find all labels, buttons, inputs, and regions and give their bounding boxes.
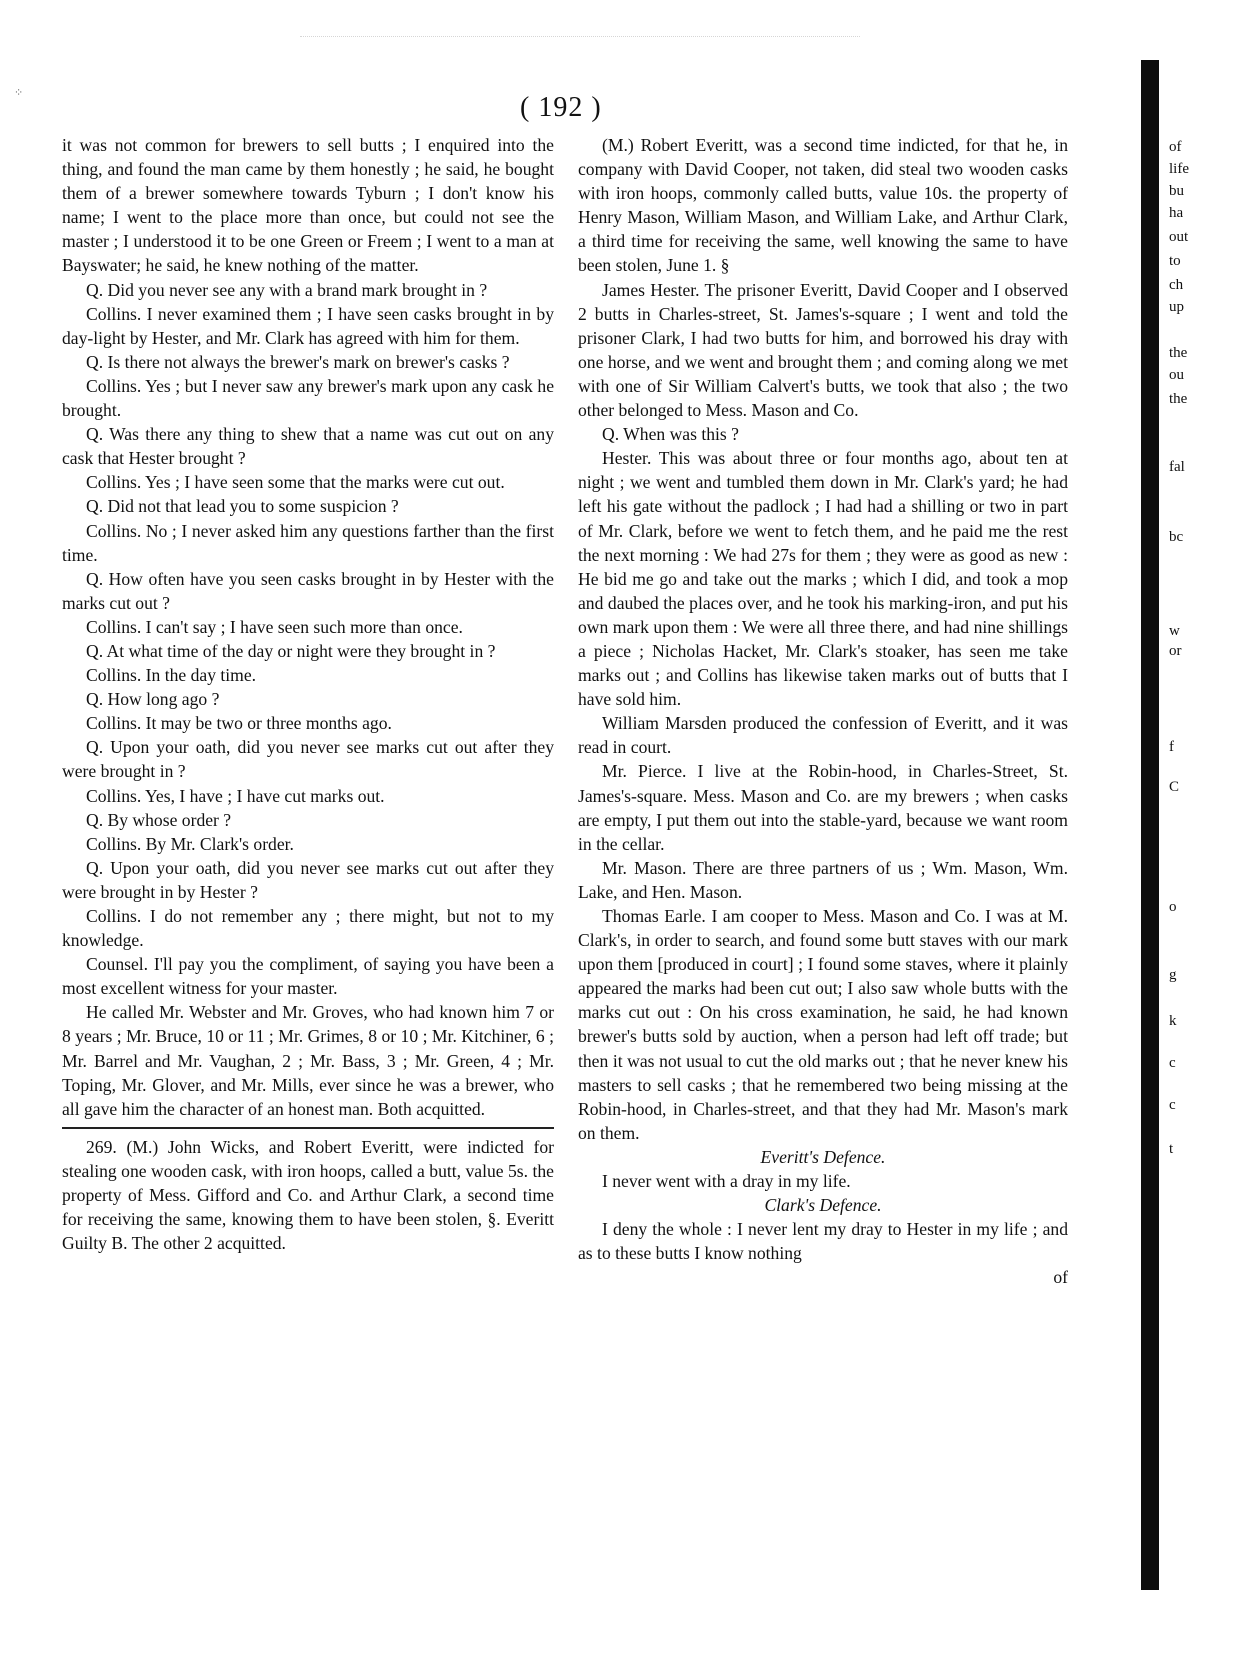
binding-edge: [1141, 60, 1159, 1590]
margin-fragment: c: [1169, 1055, 1176, 1071]
right-column: [578, 133, 1068, 1290]
margin-fragment: bu: [1169, 183, 1184, 199]
paragraph: Counsel. I'll pay you the compliment, of saying you have been a most excellent witness for your master.: [62, 954, 554, 999]
paragraph: Q. Is there not always the brewer's mark on brewer's casks ?: [86, 351, 510, 372]
paragraph: Collins. In the day time.: [86, 665, 257, 686]
defence-heading: Everitt's Defence.: [760, 1146, 886, 1167]
paragraph: Q. How long ago ?: [86, 689, 220, 710]
margin-fragment: f: [1169, 739, 1174, 755]
left-column: [62, 133, 554, 1255]
margin-fragment: bc: [1169, 529, 1184, 545]
paragraph: Collins. Yes, I have ; I have cut marks out.: [86, 785, 385, 806]
paragraph: Collins. No ; I never asked him any questions farther than the first time.: [62, 520, 554, 565]
margin-fragment: the: [1169, 345, 1188, 361]
paragraph: Collins. Yes ; but I never saw any brewer's mark upon any cask he brought.: [62, 375, 554, 421]
paragraph: Collins. I never examined them ; I have seen casks brought in by day-light by Hester, and Mr. Clark has agreed with him for them.: [62, 303, 554, 348]
paragraph: Q. Upon your oath, did you never see marks cut out after they were brought in ?: [62, 737, 554, 782]
paragraph: I deny the whole : I never lent my dray to Hester in my life ; and as to these butts I know nothing: [578, 1219, 1068, 1264]
paragraph: it was not common for brewers to sell butts ; I enquired into the thing, and found the man came by them honestly ; he said, he bought them of a brewer somewhere towards Tyburn ; I don't know his name; I went to the place more than once, but could not see the master ; I understood it to be one Green or Freem ; I went to a man at Bayswater; he said, he knew nothing of the matter.: [62, 135, 554, 276]
paragraph: Q. How often have you seen casks brought in by Hester with the marks cut out ?: [62, 568, 554, 613]
margin-fragment: of: [1169, 139, 1182, 155]
paragraph: Q. At what time of the day or night were they brought in ?: [86, 640, 496, 661]
defence-heading: Clark's Defence.: [764, 1195, 882, 1216]
paragraph: Collins. By Mr. Clark's order.: [86, 833, 294, 854]
margin-fragment: fal: [1169, 459, 1185, 475]
margin-fragment: the: [1169, 391, 1188, 407]
paragraph: Q. Was there any thing to shew that a name was cut out on any cask that Hester brought ?: [62, 424, 554, 469]
margin-fragment: ch: [1169, 277, 1184, 293]
margin-fragment: w: [1169, 623, 1180, 639]
margin-fragment: c: [1169, 1097, 1176, 1113]
paragraph: Q. By whose order ?: [86, 809, 232, 830]
margin-fragment: up: [1169, 299, 1184, 315]
paragraph: He called Mr. Webster and Mr. Groves, who had known him 7 or 8 years ; Mr. Bruce, 10 or 11 ; Mr. Grimes, 8 or 10 ; Mr. Kitchiner, 6 ; Mr. Barrel and Mr. Vaughan, 2 ; Mr. Bass, 3 ; Mr. Green, 4 ; Mr. Toping, Mr. Glover, and Mr. Mills, ever since he was a brewer, who all gave him the character of an honest man. Both acquitted.: [62, 1002, 554, 1119]
margin-fragment: out: [1169, 229, 1189, 245]
margin-fragment: ha: [1169, 205, 1184, 221]
paragraph: Collins. Yes ; I have seen some that the marks were cut out.: [86, 472, 505, 493]
section-divider: [62, 1127, 554, 1129]
paragraph: William Marsden produced the confession of Everitt, and it was read in court.: [578, 713, 1068, 758]
scan-noise: [300, 36, 860, 51]
page-number: ( 192 ): [520, 92, 602, 123]
margin-fragment: t: [1169, 1141, 1174, 1157]
paragraph: Mr. Pierce. I live at the Robin-hood, in Charles-Street, St. James's-square. Mess. Mason and Co. are my brewers ; when casks are empty, I put them out into the stable-yard, because we want room in the cellar.: [578, 761, 1068, 854]
paragraph: Mr. Mason. There are three partners of us ; Wm. Mason, Wm. Lake, and Hen. Mason.: [578, 857, 1068, 902]
margin-fragment: or: [1169, 643, 1182, 659]
paragraph: Q. Did not that lead you to some suspicion ?: [86, 496, 399, 517]
paragraph: (M.) Robert Everitt, was a second time indicted, for that he, in company with David Cooper, not taken, did steal two wooden casks with iron hoops, commonly called butts, value 10s. the property of Henry Mason, William Mason, and William Lake, and Arthur Clark, a third time for receiving the same, well knowing the same to have been stolen, June 1. §: [578, 135, 1068, 276]
margin-fragment: C: [1169, 779, 1180, 795]
paragraph: Hester. This was about three or four months ago, about ten at night ; we went and tumbled them down in Mr. Clark's yard; he had left his gate without the padlock ; I had had a shilling or two in part of Mr. Clark, before we went to fetch them, and he paid me the rest the next morning : We had 27s for them ; they were as good as new : He bid me go and take out the marks ; which I did, and took a mop and daubed the places over, and he took his marking-iron, and put his own mark upon them : We were all three there, and had nine shillings a piece ; Nicholas Hacket, Mr. Clark's stoaker, has seen me take marks out ; and Collins has likewise taken marks out of butts that I have sold him.: [578, 448, 1068, 710]
catchword: of: [1053, 1267, 1068, 1288]
margin-fragment: ou: [1169, 367, 1184, 383]
paragraph: Q. Did you never see any with a brand mark brought in ?: [86, 279, 488, 300]
paragraph: Q. Upon your oath, did you never see marks cut out after they were brought in by Hester ?: [62, 857, 554, 902]
paragraph: 269. (M.) John Wicks, and Robert Everitt, were indicted for stealing one wooden cask, with iron hoops, called a butt, value 5s. the property of Mess. Gifford and Co. and Arthur Clark, a second time for receiving the same, knowing them to have been stolen, §. Everitt Guilty B. The other 2 acquitted.: [62, 1136, 554, 1254]
margin-fragment: k: [1169, 1013, 1177, 1029]
paragraph: Collins. I do not remember any ; there might, but not to my knowledge.: [62, 906, 554, 951]
margin-fragment: life: [1169, 161, 1189, 177]
paragraph: Collins. It may be two or three months ago.: [86, 713, 392, 734]
scan-mark: ⁘: [14, 87, 24, 99]
margin-fragment: g: [1169, 967, 1177, 983]
paragraph: James Hester. The prisoner Everitt, David Cooper and I observed 2 butts in Charles-street, St. James's-square ; I went and told the prisoner Clark, I had two butts for him, and borrowed his dray with one horse, and we went and brought them ; and coming along we met with one of Sir William Calvert's butts, we took that also ; the two other belonged to Mess. Mason and Co.: [578, 279, 1068, 421]
paragraph: I never went with a dray in my life.: [602, 1171, 851, 1192]
paragraph: Collins. I can't say ; I have seen such more than once.: [86, 616, 463, 637]
margin-fragment: to: [1169, 253, 1181, 269]
paragraph: Thomas Earle. I am cooper to Mess. Mason and Co. I was at M. Clark's, in order to search, and found some butt staves with our mark upon them [produced in court] ; I found some staves, where it plainly appeared the marks had been cut out; I also saw whole butts with the marks cut out : On his cross examination, he said, he had known brewer's butts sold by auction, when a person had left off trade; but then it was not usual to cut the old marks out ; that he never knew his masters to sell casks ; that he remembered two being missing at the Robin-hood, in Charles-street, and that they had Mr. Mason's mark on them.: [578, 906, 1068, 1143]
margin-fragment: o: [1169, 899, 1177, 915]
paragraph: Q. When was this ?: [602, 424, 739, 445]
